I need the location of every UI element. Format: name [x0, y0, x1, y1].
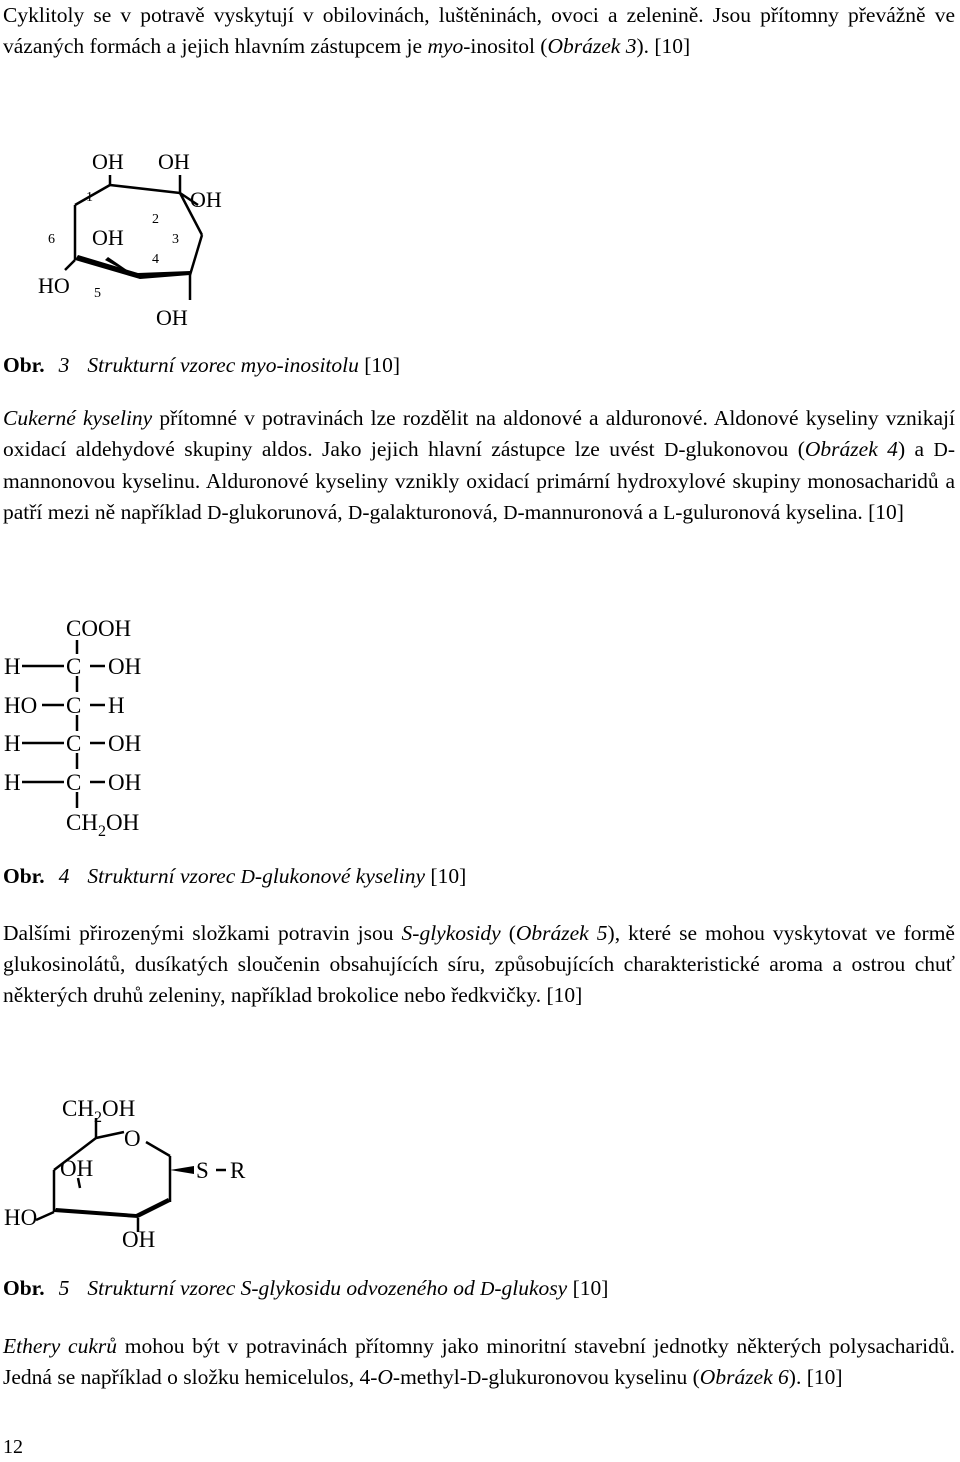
fig4-c4: C [66, 770, 82, 795]
fig4-c3: C [66, 731, 82, 756]
fig3-n5: 5 [94, 286, 101, 301]
fig5-ring-o: O [124, 1126, 141, 1151]
fig4-h2: H [108, 693, 125, 718]
fig4-oh1: OH [108, 654, 142, 679]
figure-5-caption: Obr. 5 Strukturní vzorec S-glykosidu odvozeného od D-glukosy [10] [3, 1276, 609, 1300]
figure-reference: Obrázek 5 [515, 921, 608, 945]
fig4-ho2: HO [4, 693, 38, 718]
fig3-oh4: OH [92, 225, 124, 250]
figure-reference: Obrázek 6 [699, 1365, 789, 1389]
fig3-n1: 1 [86, 190, 93, 205]
fig3-oh2: OH [158, 149, 190, 174]
fig5-ch2oh: $CH_2OH$ [62, 1096, 136, 1126]
fig3-n3: 3 [172, 232, 179, 247]
fig5-oh1: OH [60, 1156, 94, 1181]
fig3-oh1: OH [92, 149, 124, 174]
fig5-ho: HO [4, 1205, 38, 1230]
fig3-n4: 4 [152, 252, 159, 267]
s-glycoside-structure [0, 1090, 270, 1255]
fig4-h4: H [4, 770, 21, 795]
fig3-n6: 6 [48, 232, 55, 247]
fig4-c1: C [66, 654, 82, 679]
fig4-c2: C [66, 693, 82, 718]
myo-inositol-structure [30, 145, 250, 335]
fig5-s: S [196, 1158, 209, 1183]
fig4-h3: H [4, 731, 21, 756]
fig4-oh4: OH [108, 770, 142, 795]
fig3-ho: HO [38, 273, 70, 298]
paragraph-ethery-cukru: Ethery cukrů mohou být v potravinách přítomny jako minoritní stavební jednotky některých polysacharidů. Jedná se například o složku hemicelulos, 4-O-methyl-D-glukuronovou kyselinu (Obrázek 6). [10] [3, 1334, 955, 1389]
paragraph-s-glykosidy: Dalšími přirozenými složkami potravin jsou S-glykosidy (Obrázek 5), které se mohou vyskytovat ve formě glukosinolátů, dusíkatých sloučenin obsahujících síru, způsobujících charakteristické aroma a ostrou chuť některých druhů zeleniny, například brokolice nebo ředkvičky. [10] [3, 921, 955, 1007]
fig4-cooh: COOH [66, 616, 132, 641]
fig3-oh3: OH [190, 187, 222, 212]
fig5-r: R [230, 1158, 246, 1183]
d-gluconic-acid-structure [0, 610, 170, 840]
figure-reference: Obrázek 3 [547, 34, 637, 58]
fig4-h1: H [4, 654, 21, 679]
figure-3-caption: Obr. 3 Strukturní vzorec myo-inositolu [10] [3, 353, 401, 377]
fig3-n2: 2 [152, 212, 159, 227]
fig4-ch2oh: $CH_2OH$ [66, 810, 140, 840]
paragraph-cukerne-kyseliny: Cukerné kyseliny přítomné v potravinách lze rozdělit na aldonové a alduronové. Aldonové kyseliny vznikají oxidací aldehydové skupiny aldos. Jako jejich hlavní zástupce lze uvést D-glukonovou (Obrázek 4) a D-mannonovou kyselinu. Alduronové kyseliny vznikly oxidací primární hydroxylové skupiny monosacharidů a patří mezi ně například D-glukorunová, D-galakturonová, D-mannuronová a L-guluronová kyselina. [10] [3, 406, 955, 524]
page-number: 12 [3, 1436, 23, 1458]
figure-reference: Obrázek 4 [804, 437, 898, 461]
figure-4-caption: Obr. 4 Strukturní vzorec D-glukonové kyseliny [10] [3, 864, 467, 888]
paragraph-cyklitoly: Cyklitoly se v potravě vyskytují v obilovinách, luštěninách, ovoci a zelenině. Jsou přítomny převážně ve vázaných formách a jejich hlavním zástupcem je myo-inositol (Obrázek 3). [10] [3, 3, 955, 58]
fig3-oh5: OH [156, 305, 188, 330]
fig5-oh2: OH [122, 1227, 156, 1252]
fig4-oh3: OH [108, 731, 142, 756]
